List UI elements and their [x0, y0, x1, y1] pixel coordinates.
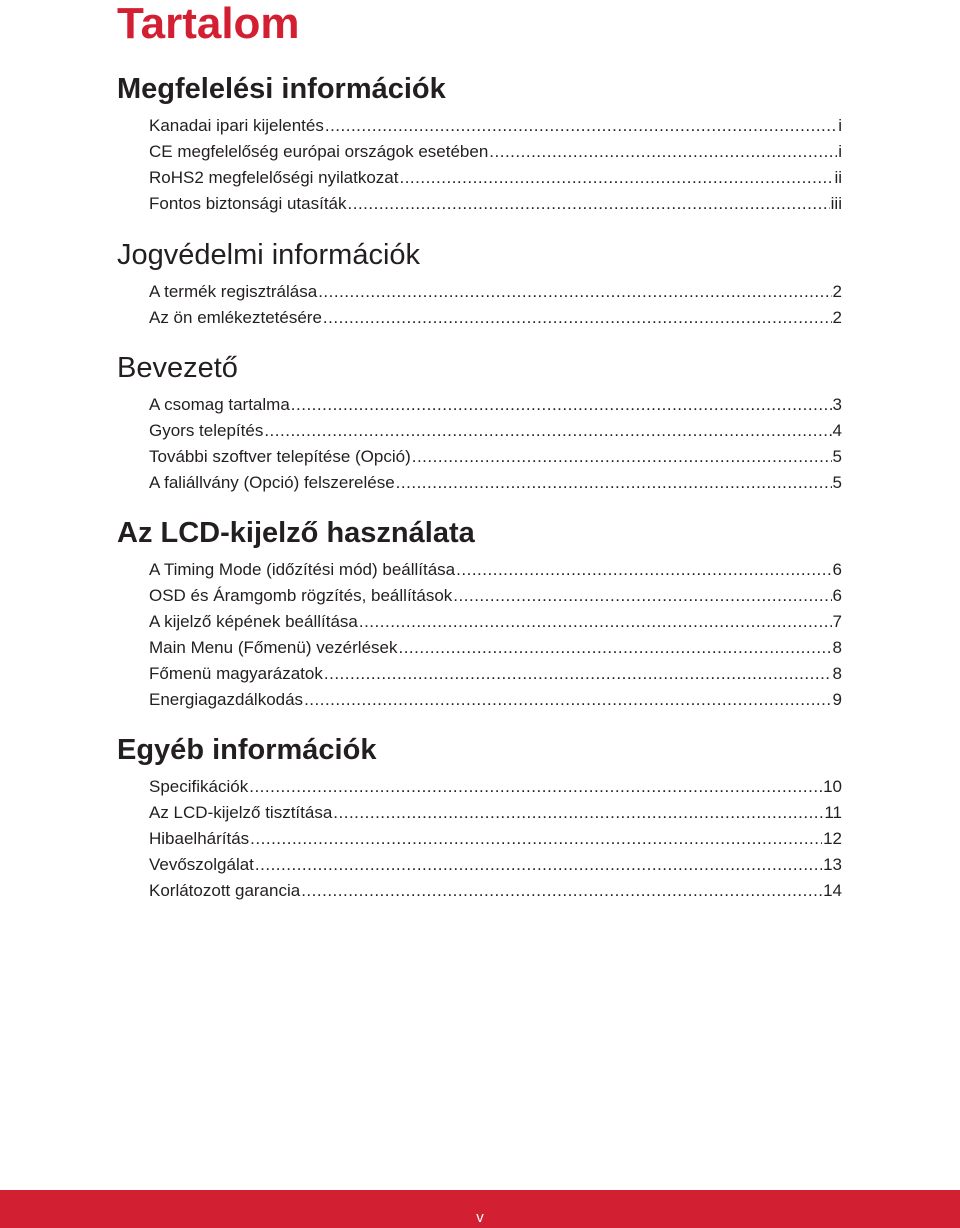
entry-page-number: 9	[832, 690, 842, 709]
dot-leader	[333, 800, 823, 826]
entry-label: Kanadai ipari kijelentés	[149, 116, 324, 135]
toc-entry[interactable]	[149, 661, 842, 687]
toc-entry[interactable]	[149, 392, 842, 418]
entry-label: A faliállvány (Opció) felszerelése	[149, 473, 395, 492]
footer-page-number: v	[476, 1209, 484, 1226]
toc-entry[interactable]	[149, 191, 842, 217]
entry-list	[117, 774, 842, 904]
entry-page-number: 14	[823, 881, 842, 900]
dot-leader	[250, 826, 822, 852]
entry-label: Specifikációk	[149, 777, 249, 796]
section-heading: Bevezető	[117, 352, 238, 384]
entry-page-number: 12	[823, 829, 842, 848]
toc-entry[interactable]	[149, 470, 842, 496]
entry-page-number: i	[838, 142, 842, 161]
entry-label: Hibaelhárítás	[149, 829, 250, 848]
dot-leader	[291, 392, 832, 418]
page-title: Tartalom	[117, 0, 300, 48]
dot-leader	[359, 609, 832, 635]
entry-label: További szoftver telepítése (Opció)	[149, 447, 411, 466]
dot-leader	[318, 279, 831, 305]
dot-leader	[456, 557, 831, 583]
entry-label: Main Menu (Főmenü) vezérlések	[149, 638, 398, 657]
entry-label: Az LCD-kijelző tisztítása	[149, 803, 333, 822]
entry-page-number: 2	[832, 308, 842, 327]
toc-section-other-info	[117, 733, 842, 904]
dot-leader	[453, 583, 831, 609]
entry-list	[117, 392, 842, 496]
entry-label: CE megfelelőség európai országok esetében	[149, 142, 489, 161]
dot-leader	[399, 165, 833, 191]
entry-label: Vevőszolgálat	[149, 855, 254, 874]
toc-entry[interactable]	[149, 800, 842, 826]
dot-leader	[412, 444, 832, 470]
entry-page-number: ii	[834, 168, 842, 187]
entry-label: Főmenü magyarázatok	[149, 664, 323, 683]
toc-entry[interactable]	[149, 113, 842, 139]
entry-page-number: 5	[832, 473, 842, 492]
entry-label: Gyors telepítés	[149, 421, 264, 440]
dot-leader	[324, 661, 832, 687]
dot-leader	[348, 191, 830, 217]
entry-label: OSD és Áramgomb rögzítés, beállítások	[149, 586, 453, 605]
toc-entry[interactable]	[149, 418, 842, 444]
entry-label: A Timing Mode (időzítési mód) beállítása	[149, 560, 456, 579]
entry-label: A termék regisztrálása	[149, 282, 318, 301]
section-heading: Jogvédelmi információk	[117, 239, 421, 271]
dot-leader	[398, 635, 831, 661]
entry-label: RoHS2 megfelelőségi nyilatkozat	[149, 168, 399, 187]
toc-section-copyright	[117, 238, 842, 331]
dot-leader	[304, 687, 831, 713]
entry-page-number: 2	[832, 282, 842, 301]
toc-entry[interactable]	[149, 687, 842, 713]
entry-page-number: 6	[832, 586, 842, 605]
toc-entry[interactable]	[149, 635, 842, 661]
entry-page-number: 8	[832, 638, 842, 657]
entry-label: Az ön emlékeztetésére	[149, 308, 322, 327]
entry-page-number: 8	[832, 664, 842, 683]
entry-page-number: 6	[832, 560, 842, 579]
section-heading: Az LCD-kijelző használata	[117, 517, 475, 549]
entry-page-number: 7	[832, 612, 842, 631]
dot-leader	[323, 305, 832, 331]
entry-label: A kijelző képének beállítása	[149, 612, 358, 631]
entry-page-number: 3	[832, 395, 842, 414]
entry-label: Energiagazdálkodás	[149, 690, 304, 709]
entry-label: A csomag tartalma	[149, 395, 290, 414]
toc-section-introduction	[117, 351, 842, 496]
toc-section-lcd-usage	[117, 516, 842, 713]
entry-page-number: 4	[832, 421, 842, 440]
toc-entry[interactable]	[149, 583, 842, 609]
toc-entry[interactable]	[149, 557, 842, 583]
toc-entry[interactable]	[149, 609, 842, 635]
entry-label: Korlátozott garancia	[149, 881, 301, 900]
entry-page-number: 5	[832, 447, 842, 466]
dot-leader	[264, 418, 831, 444]
dot-leader	[325, 113, 837, 139]
entry-page-number: iii	[830, 194, 842, 213]
entry-page-number: i	[838, 116, 842, 135]
entry-list	[117, 279, 842, 331]
entry-label: Fontos biztonsági utasíták	[149, 194, 347, 213]
section-heading: Megfelelési információk	[117, 73, 446, 105]
toc-entry[interactable]	[149, 279, 842, 305]
entry-page-number: 10	[823, 777, 842, 796]
entry-list	[117, 557, 842, 713]
toc-entry[interactable]	[149, 165, 842, 191]
entry-page-number: 13	[823, 855, 842, 874]
toc-entry[interactable]	[149, 878, 842, 904]
toc-entry[interactable]	[149, 305, 842, 331]
toc-entry[interactable]	[149, 139, 842, 165]
dot-leader	[489, 139, 837, 165]
dot-leader	[396, 470, 832, 496]
entry-page-number: 11	[824, 803, 842, 822]
toc-entry[interactable]	[149, 826, 842, 852]
dot-leader	[255, 852, 822, 878]
toc-entry[interactable]	[149, 774, 842, 800]
toc-section-compliance	[117, 72, 842, 217]
dot-leader	[249, 774, 822, 800]
section-heading: Egyéb információk	[117, 734, 377, 766]
dot-leader	[301, 878, 822, 904]
entry-list	[117, 113, 842, 217]
toc-entry[interactable]	[149, 444, 842, 470]
toc-entry[interactable]	[149, 852, 842, 878]
